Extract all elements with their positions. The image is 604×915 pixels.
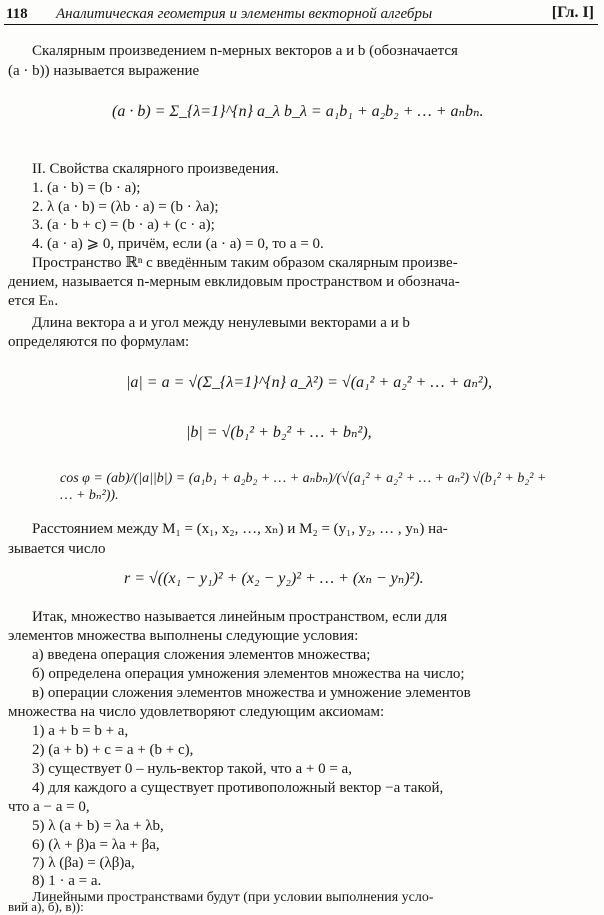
paragraph-line: дением, называется n-мерным евклидовым пространством и обознача- [8, 274, 460, 290]
property-item: 1. (a · b) = (b · a); [32, 180, 141, 196]
axiom-item: 7) λ (βa) = (λβ)a, [32, 855, 135, 871]
axiom-item: 2) (a + b) + c = a + (b + c), [32, 742, 194, 758]
section-heading: II. Свойства скалярного произведения. [32, 161, 279, 177]
axiom-item: 1) a + b = b + a, [32, 723, 129, 739]
formula-cos-angle: cos φ = (ab)/(|a||b|) = (a₁b₁ + a₂b₂ + … + aₙbₙ)/(√(a₁² + a₂² + … + aₙ²) √(b₁² + b₂² + … + bₙ²)). [60, 471, 547, 503]
formula-distance: r = √((x₁ − y₁)² + (x₂ − y₂)² + … + (xₙ − yₙ)²). [124, 570, 424, 587]
paragraph-line: Линейными пространствами будут (при условии выполнения усло- [32, 890, 434, 905]
condition-item: б) определена операция умножения элементов множества на число; [32, 666, 465, 682]
formula-length-a: |a| = a = √(Σ_{λ=1}^{n} a_λ²) = √(a₁² + a₂² + … + aₙ²), [126, 374, 492, 391]
condition-item: в) операции сложения элементов множества и умножение элементов [32, 685, 471, 701]
property-item: 4. (a · a) ⩾ 0, причём, если (a · a) = 0, то a = 0. [32, 236, 324, 252]
paragraph-line: ется Eₙ. [8, 293, 59, 309]
paragraph-line: вий а), б), в)): [8, 899, 84, 914]
chapter-marker: [Гл. I] [551, 4, 594, 21]
paragraph-line: (a · b)) называется выражение [8, 63, 200, 79]
axiom-item: 4) для каждого a существует противоположный вектор −a такой, [32, 780, 444, 796]
axiom-item: 5) λ (a + b) = λa + λb, [32, 818, 164, 834]
axiom-item-continued: что a − a = 0, [8, 799, 90, 815]
axiom-item: 3) существует 0 – нуль-вектор такой, что a + 0 = a, [32, 761, 352, 777]
paragraph-line: Итак, множество называется линейным пространством, если для [32, 609, 448, 625]
paragraph-line: Скалярным произведением n-мерных векторов a и b (обозначается [32, 43, 458, 59]
axiom-item: 8) 1 · a = a. [32, 873, 102, 889]
paragraph-line: Длина вектора a и угол между ненулевыми векторами a и b [32, 315, 410, 331]
condition-item: а) введена операция сложения элементов множества; [32, 647, 371, 663]
paragraph-line: множества на число удовлетворяют следующим аксиомам: [8, 704, 385, 720]
property-item: 3. (a · b + c) = (b · a) + (c · a); [32, 217, 215, 233]
paragraph-line: определяются по формулам: [8, 334, 190, 350]
paragraph-line: Пространство ℝⁿ с введённым таким образом скалярным произве- [32, 255, 458, 271]
formula-dot-product: (a · b) = Σ_{λ=1}^{n} a_λ b_λ = a₁b₁ + a₂b₂ + … + aₙbₙ. [112, 103, 484, 120]
paragraph-line: элементов множества выполнены следующие условия: [8, 628, 359, 644]
page-number: 118 [6, 6, 28, 22]
formula-length-b: |b| = √(b₁² + b₂² + … + bₙ²), [186, 424, 372, 441]
paragraph-line: зывается число [8, 541, 106, 557]
running-header [4, 4, 598, 25]
property-item: 2. λ (a · b) = (λb · a) = (b · λa); [32, 199, 219, 215]
paragraph-line: Расстоянием между M₁ = (x₁, x₂, …, xₙ) и M₂ = (y₁, y₂, … , yₙ) на- [32, 521, 448, 537]
axiom-item: 6) (λ + β)a = λa + βa, [32, 837, 160, 853]
running-title: Аналитическая геометрия и элементы векторной алгебры [56, 6, 433, 22]
